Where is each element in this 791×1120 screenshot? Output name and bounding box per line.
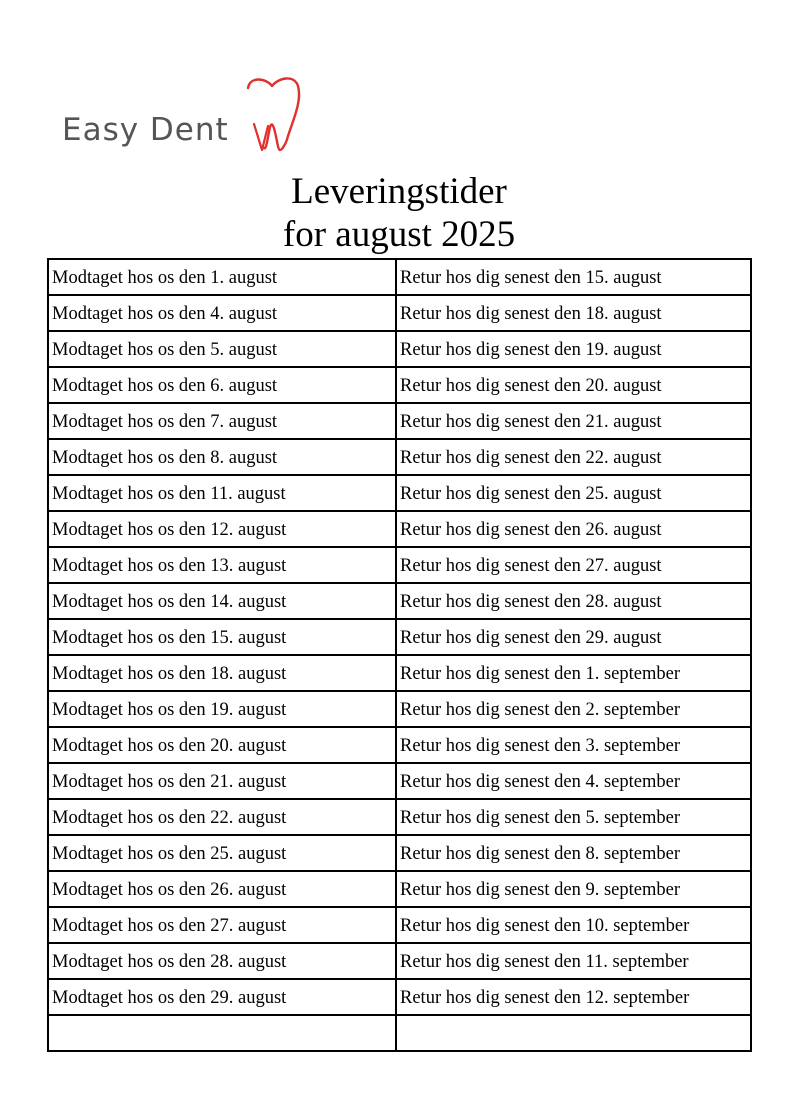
return-date-cell: Retur hos dig senest den 20. august (396, 367, 751, 403)
received-date-cell: Modtaget hos os den 8. august (48, 439, 396, 475)
return-date-cell: Retur hos dig senest den 15. august (396, 259, 751, 295)
page-title (0, 170, 791, 256)
table-row (48, 403, 751, 439)
received-date-cell: Modtaget hos os den 6. august (48, 367, 396, 403)
return-date-cell (396, 1015, 751, 1051)
received-date-cell: Modtaget hos os den 22. august (48, 799, 396, 835)
return-date-cell: Retur hos dig senest den 5. september (396, 799, 751, 835)
return-date-cell: Retur hos dig senest den 9. september (396, 871, 751, 907)
received-date-cell: Modtaget hos os den 26. august (48, 871, 396, 907)
table-row (48, 331, 751, 367)
table-row (48, 1015, 751, 1051)
return-date-cell: Retur hos dig senest den 19. august (396, 331, 751, 367)
return-date-cell: Retur hos dig senest den 29. august (396, 619, 751, 655)
table-row (48, 763, 751, 799)
table-row (48, 871, 751, 907)
return-date-cell: Retur hos dig senest den 11. september (396, 943, 751, 979)
return-date-cell: Retur hos dig senest den 27. august (396, 547, 751, 583)
table-row (48, 583, 751, 619)
received-date-cell: Modtaget hos os den 15. august (48, 619, 396, 655)
received-date-cell: Modtaget hos os den 5. august (48, 331, 396, 367)
delivery-schedule-table (47, 258, 752, 1052)
table-row (48, 907, 751, 943)
return-date-cell: Retur hos dig senest den 8. september (396, 835, 751, 871)
return-date-cell: Retur hos dig senest den 4. september (396, 763, 751, 799)
received-date-cell: Modtaget hos os den 7. august (48, 403, 396, 439)
return-date-cell: Retur hos dig senest den 25. august (396, 475, 751, 511)
received-date-cell: Modtaget hos os den 11. august (48, 475, 396, 511)
return-date-cell: Retur hos dig senest den 1. september (396, 655, 751, 691)
table-row (48, 259, 751, 295)
received-date-cell: Modtaget hos os den 14. august (48, 583, 396, 619)
received-date-cell: Modtaget hos os den 12. august (48, 511, 396, 547)
received-date-cell: Modtaget hos os den 29. august (48, 979, 396, 1015)
return-date-cell: Retur hos dig senest den 10. september (396, 907, 751, 943)
logo-text: Easy Dent (62, 112, 229, 148)
table-row (48, 439, 751, 475)
return-date-cell: Retur hos dig senest den 26. august (396, 511, 751, 547)
table-row (48, 547, 751, 583)
table-row (48, 727, 751, 763)
return-date-cell: Retur hos dig senest den 2. september (396, 691, 751, 727)
received-date-cell: Modtaget hos os den 20. august (48, 727, 396, 763)
table-row (48, 619, 751, 655)
return-date-cell: Retur hos dig senest den 3. september (396, 727, 751, 763)
return-date-cell: Retur hos dig senest den 28. august (396, 583, 751, 619)
received-date-cell: Modtaget hos os den 27. august (48, 907, 396, 943)
return-date-cell: Retur hos dig senest den 22. august (396, 439, 751, 475)
title-line-1: Leveringstider (291, 171, 507, 212)
return-date-cell: Retur hos dig senest den 18. august (396, 295, 751, 331)
tooth-icon (242, 74, 312, 154)
received-date-cell (48, 1015, 396, 1051)
table-row (48, 799, 751, 835)
received-date-cell: Modtaget hos os den 21. august (48, 763, 396, 799)
table-row (48, 655, 751, 691)
return-date-cell: Retur hos dig senest den 12. september (396, 979, 751, 1015)
table-row (48, 367, 751, 403)
received-date-cell: Modtaget hos os den 1. august (48, 259, 396, 295)
received-date-cell: Modtaget hos os den 28. august (48, 943, 396, 979)
received-date-cell: Modtaget hos os den 19. august (48, 691, 396, 727)
received-date-cell: Modtaget hos os den 18. august (48, 655, 396, 691)
table-row (48, 943, 751, 979)
received-date-cell: Modtaget hos os den 4. august (48, 295, 396, 331)
table-row (48, 511, 751, 547)
title-line-2: for august 2025 (282, 214, 516, 255)
table-row (48, 835, 751, 871)
received-date-cell: Modtaget hos os den 13. august (48, 547, 396, 583)
table-row (48, 295, 751, 331)
table-row (48, 979, 751, 1015)
return-date-cell: Retur hos dig senest den 21. august (396, 403, 751, 439)
easy-dent-logo (62, 74, 322, 154)
received-date-cell: Modtaget hos os den 25. august (48, 835, 396, 871)
table-row (48, 475, 751, 511)
table-row (48, 691, 751, 727)
schedule-body (48, 259, 751, 1051)
